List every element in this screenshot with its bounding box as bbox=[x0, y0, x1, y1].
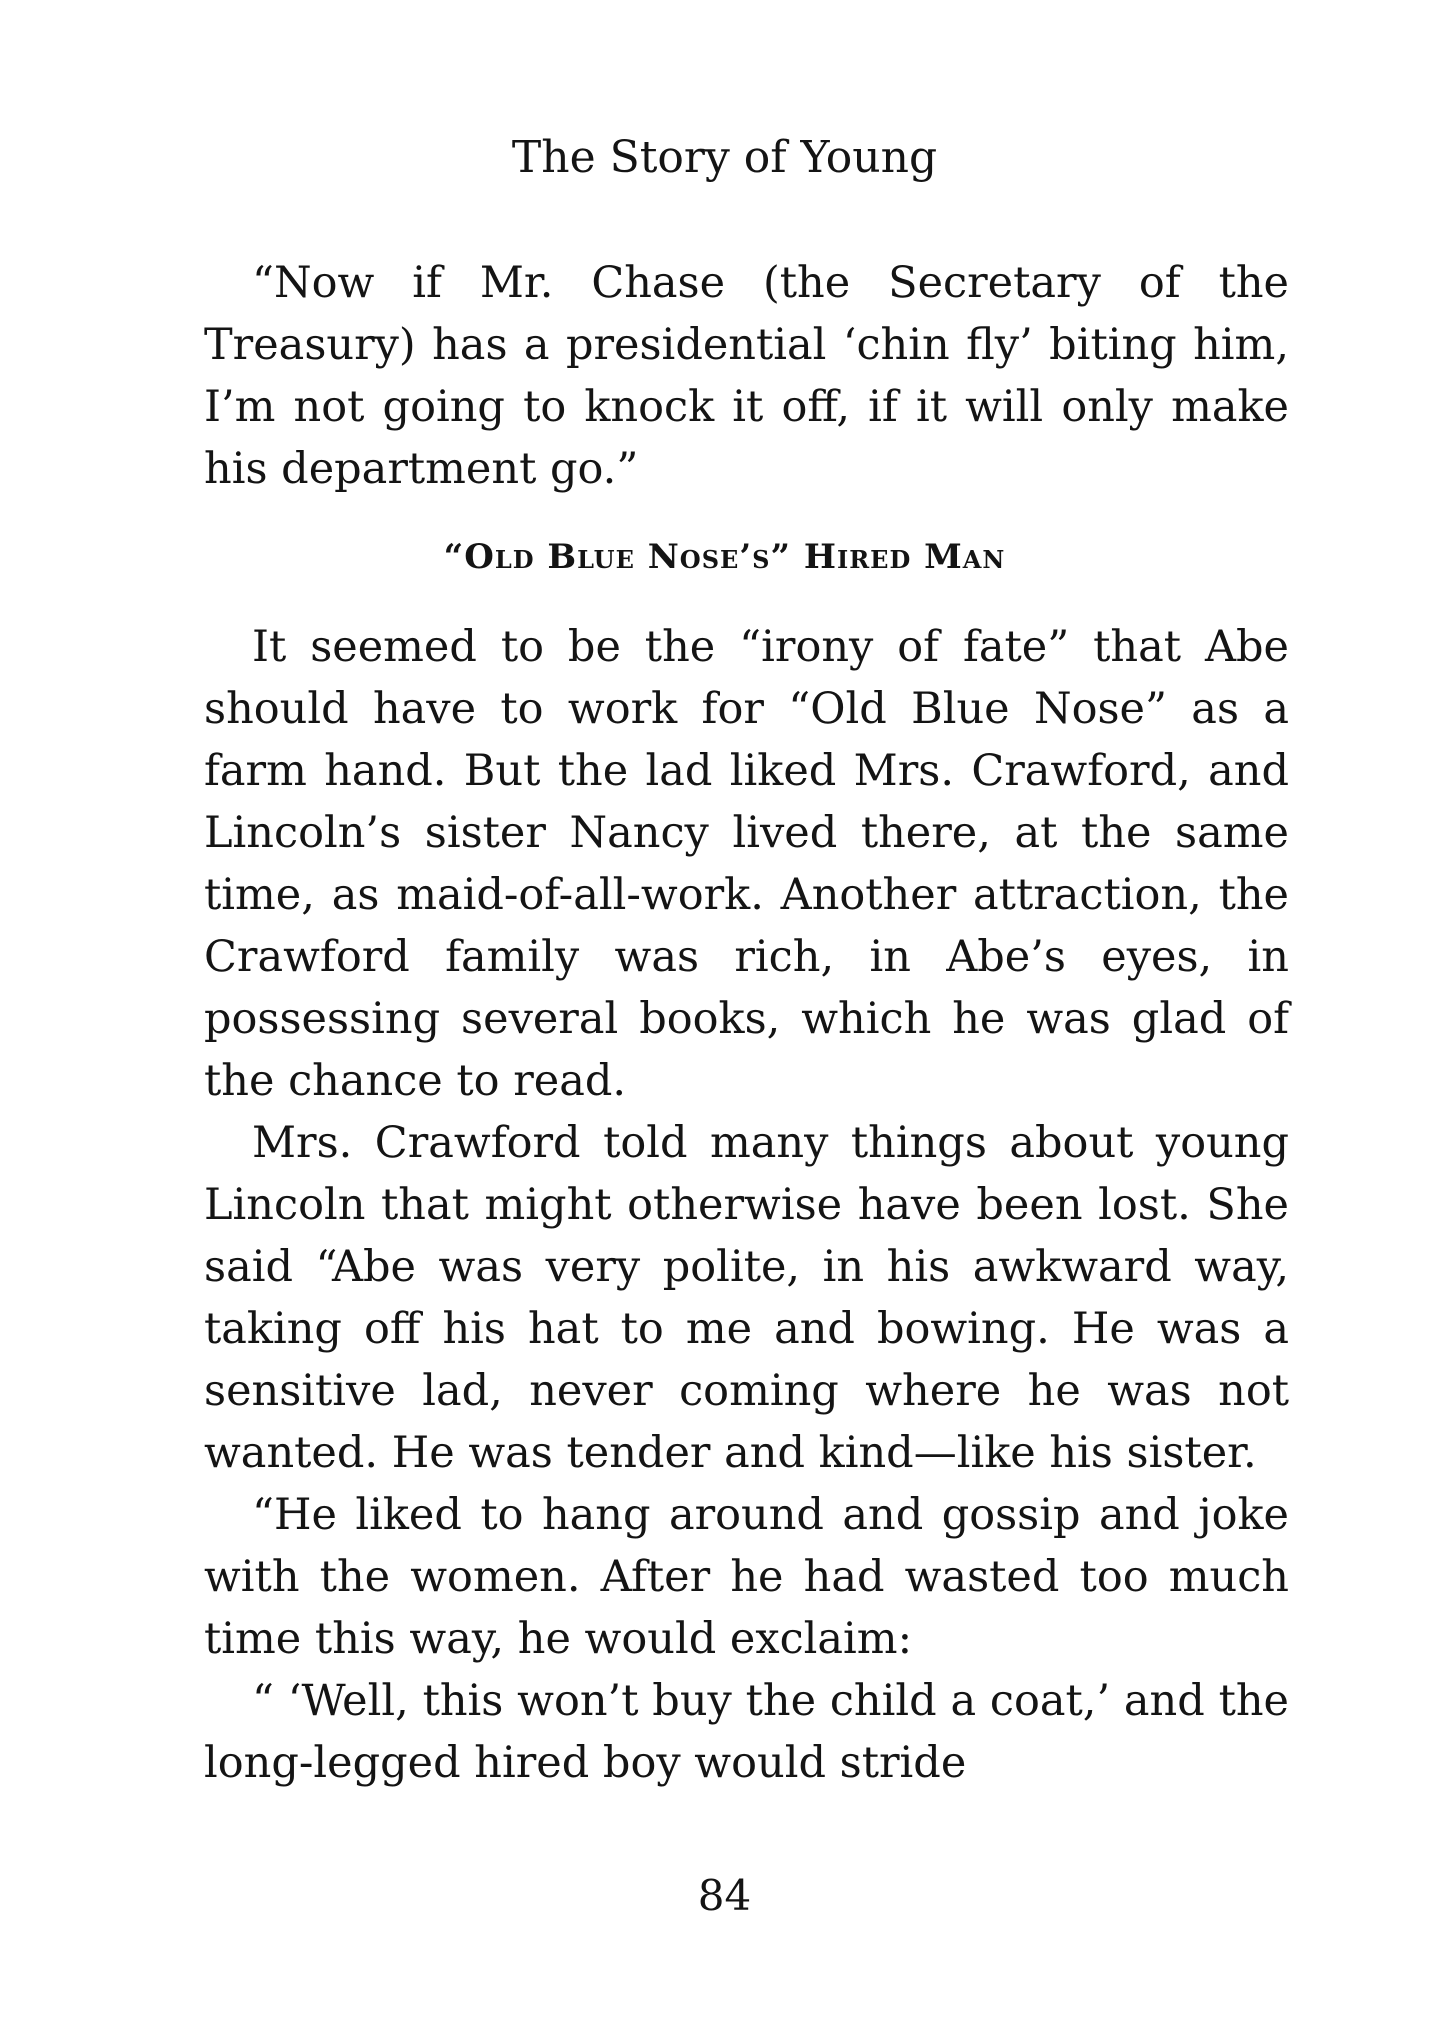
opening-quote-paragraph: “Now if Mr. Chase (the Secretary of the Treasury) has a presidential ‘chin fly’ biting him, I’m not going to knock it off, if it will only make his department go.” bbox=[204, 258, 1289, 494]
paragraph-2: Mrs. Crawford told many things about young Lincoln that might otherwise have been lost. She said “Abe was very polite, in his awkward way, taking off his hat to me and bowing. He was a sensitive lad, never coming where he was not wanted. He was tender and kind—like his sister. bbox=[204, 1118, 1289, 1478]
section-heading: “Old Blue Nose’s” Hired Man bbox=[443, 537, 1006, 577]
running-head: The Story of Young bbox=[511, 132, 938, 183]
opening-quote-block bbox=[204, 252, 1289, 500]
body-text bbox=[204, 616, 1289, 1794]
paragraph-1: It seemed to be the “irony of fate” that Abe should have to work for “Old Blue Nose” as a farm hand. But the lad liked Mrs. Crawford, and Lincoln’s sister Nancy lived there, at the same time, as maid-of-all-work. Another attraction, the Crawford family was rich, in Abe’s eyes, in possessing several books, which he was glad of the chance to read. bbox=[204, 622, 1289, 1106]
paragraph-4: “ ‘Well, this won’t buy the child a coat,’ and the long-legged hired boy would stride bbox=[204, 1676, 1289, 1788]
paragraph-3: “He liked to hang around and gossip and joke with the women. After he had wasted too much time this way, he would exclaim: bbox=[204, 1490, 1289, 1664]
page-number: 84 bbox=[697, 1871, 752, 1920]
